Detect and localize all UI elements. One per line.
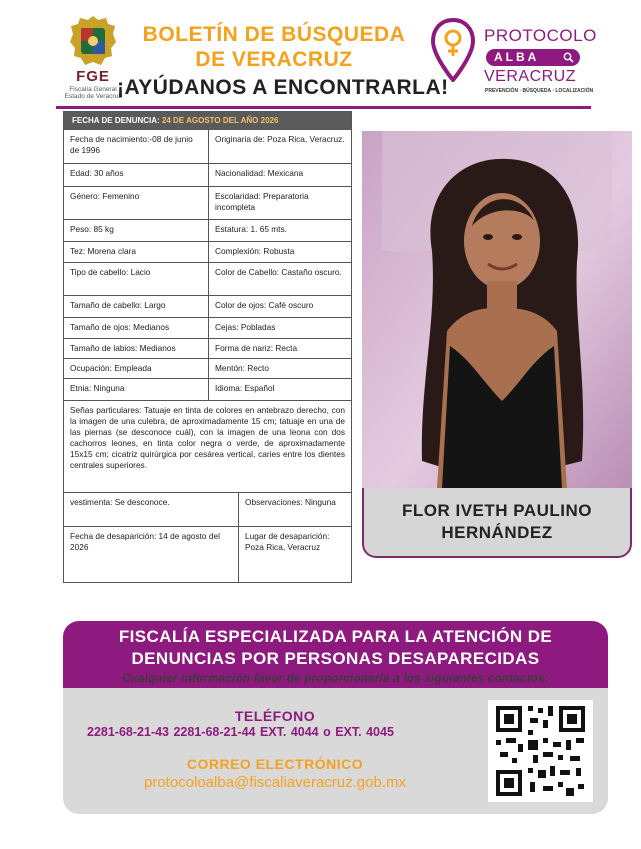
disappearance-date-cell: Fecha de desaparición: 14 de agosto del 2026 — [64, 527, 239, 583]
qr-code[interactable] — [488, 700, 593, 802]
missing-person-photo — [362, 131, 632, 488]
chin-cell: Mentón: Recto — [209, 359, 351, 379]
observations-cell: Observaciones: Ninguna — [239, 493, 351, 527]
age-cell: Edad: 30 años — [64, 164, 209, 187]
hair-length-cell: Tamaño de cabello: Largo — [64, 296, 209, 318]
missing-person-data-table — [63, 111, 352, 583]
fge-name-line1: Fiscalía General — [69, 86, 117, 93]
email-address[interactable]: protocoloalba@fiscaliaveracruz.gob.mx — [143, 774, 407, 791]
skin-tone-cell: Tez: Morena clara — [64, 242, 209, 263]
nationality-cell: Nacionalidad: Mexicana — [209, 164, 351, 187]
phone-numbers[interactable]: 2281-68-21-43 2281-68-21-44 EXT. 4044 o EXT. 4045 — [87, 725, 394, 739]
occupation-cell: Ocupación: Empleada — [64, 359, 209, 379]
report-date-row — [64, 112, 351, 130]
help-find-heading: ¡AYÚDANOS A ENCONTRARLA! — [117, 76, 449, 99]
location-pin-female-icon — [430, 18, 476, 82]
contact-panel — [63, 688, 608, 814]
ethnicity-cell: Etnia: Ninguna — [64, 379, 209, 401]
header-divider — [56, 106, 591, 109]
weight-cell: Peso: 85 kg — [64, 220, 209, 242]
education-cell: Escolaridad: Preparatoria incompleta — [209, 187, 351, 220]
banner-title-line1: FISCALÍA ESPECIALIZADA PARA LA ATENCIÓN DE — [118, 627, 553, 646]
protocolo-alba-logo — [430, 18, 610, 98]
bulletin-title-line2: DE VERACRUZ — [195, 48, 353, 71]
height-cell: Estatura: 1. 65 mts. — [209, 220, 351, 242]
hair-type-cell: Tipo de cabello: Lacio — [64, 263, 209, 296]
eyebrows-cell: Cejas: Pobladas — [209, 318, 351, 339]
disappearance-place-cell: Lugar de desaparición: Poza Rica, Veracruz — [245, 531, 330, 552]
report-date-label: FECHA DE DENUNCIA: — [72, 116, 160, 125]
fge-abbreviation: FGE — [76, 68, 110, 85]
qr-code-icon — [488, 700, 593, 802]
nose-shape-cell: Forma de nariz: Recta — [209, 339, 351, 359]
person-name-line1: FLOR IVETH PAULINO — [401, 501, 592, 520]
alba-word-protocolo: PROTOCOLO — [484, 26, 597, 45]
lip-size-cell: Tamaño de labios: Medianos — [64, 339, 209, 359]
bulletin-title-line1: BOLETÍN DE BÚSQUEDA — [142, 23, 406, 46]
alba-tagline: PREVENCIÓN · BÚSQUEDA · LOCALIZACIÓN — [485, 88, 594, 94]
banner-title-line2: DENUNCIAS POR PERSONAS DESAPARECIDAS — [131, 649, 540, 668]
gender-cell: Género: Femenino — [64, 187, 209, 220]
phone-label: TELÉFONO — [234, 708, 316, 724]
birth-date-cell: Fecha de nacimiento:-08 de junio de 1996 — [64, 130, 209, 164]
magnifier-icon — [563, 52, 574, 63]
hair-color-cell: Color de Cabello: Castaño oscuro. — [209, 263, 351, 296]
origin-cell: Originaria de: Poza Rica, Veracruz. — [209, 130, 351, 164]
banner-contact-note: Cualquier información favor de proporcionarla a los siguientes contactos: — [121, 673, 550, 685]
person-name-line2: HERNÁNDEZ — [441, 523, 553, 542]
email-label: CORREO ELECTRÓNICO — [186, 756, 364, 772]
veracruz-shield-icon — [68, 14, 118, 68]
portrait-illustration — [362, 131, 632, 488]
distinguishing-marks-cell: Señas particulares: Tatuaje en tinta de colores en antebrazo derecho, con la imagen de una culebra, de aproximadamente 15 cm; tatuaje en una de las piernas (se desconoce cuál), con la imagen de una leona con dos cachorros leones, en tinta color negra o verde, de aproximadamente 15x15 cm; cicatriz quirúrgica por cesárea vertical, caries entre los dientes centrales superiores. — [64, 401, 351, 493]
eye-color-cell: Color de ojos: Café oscuro — [209, 296, 351, 318]
alba-badge-label: ALBA — [494, 50, 540, 64]
alba-word-veracruz: VERACRUZ — [484, 68, 577, 85]
build-cell: Complexión: Robusta — [209, 242, 351, 263]
alba-badge — [486, 49, 580, 66]
fge-name-line2: Estado de Veracruz — [64, 93, 122, 100]
person-name-box — [362, 488, 632, 558]
eye-size-cell: Tamaño de ojos: Medianos — [64, 318, 209, 339]
bulletin-title — [140, 22, 408, 72]
clothing-cell: vestimenta: Se desconoce. — [64, 493, 239, 527]
report-date-value: 24 DE AGOSTO DEL AÑO 2026 — [161, 116, 279, 125]
language-cell: Idioma: Español — [209, 379, 351, 401]
prosecutor-office-banner — [63, 621, 608, 691]
